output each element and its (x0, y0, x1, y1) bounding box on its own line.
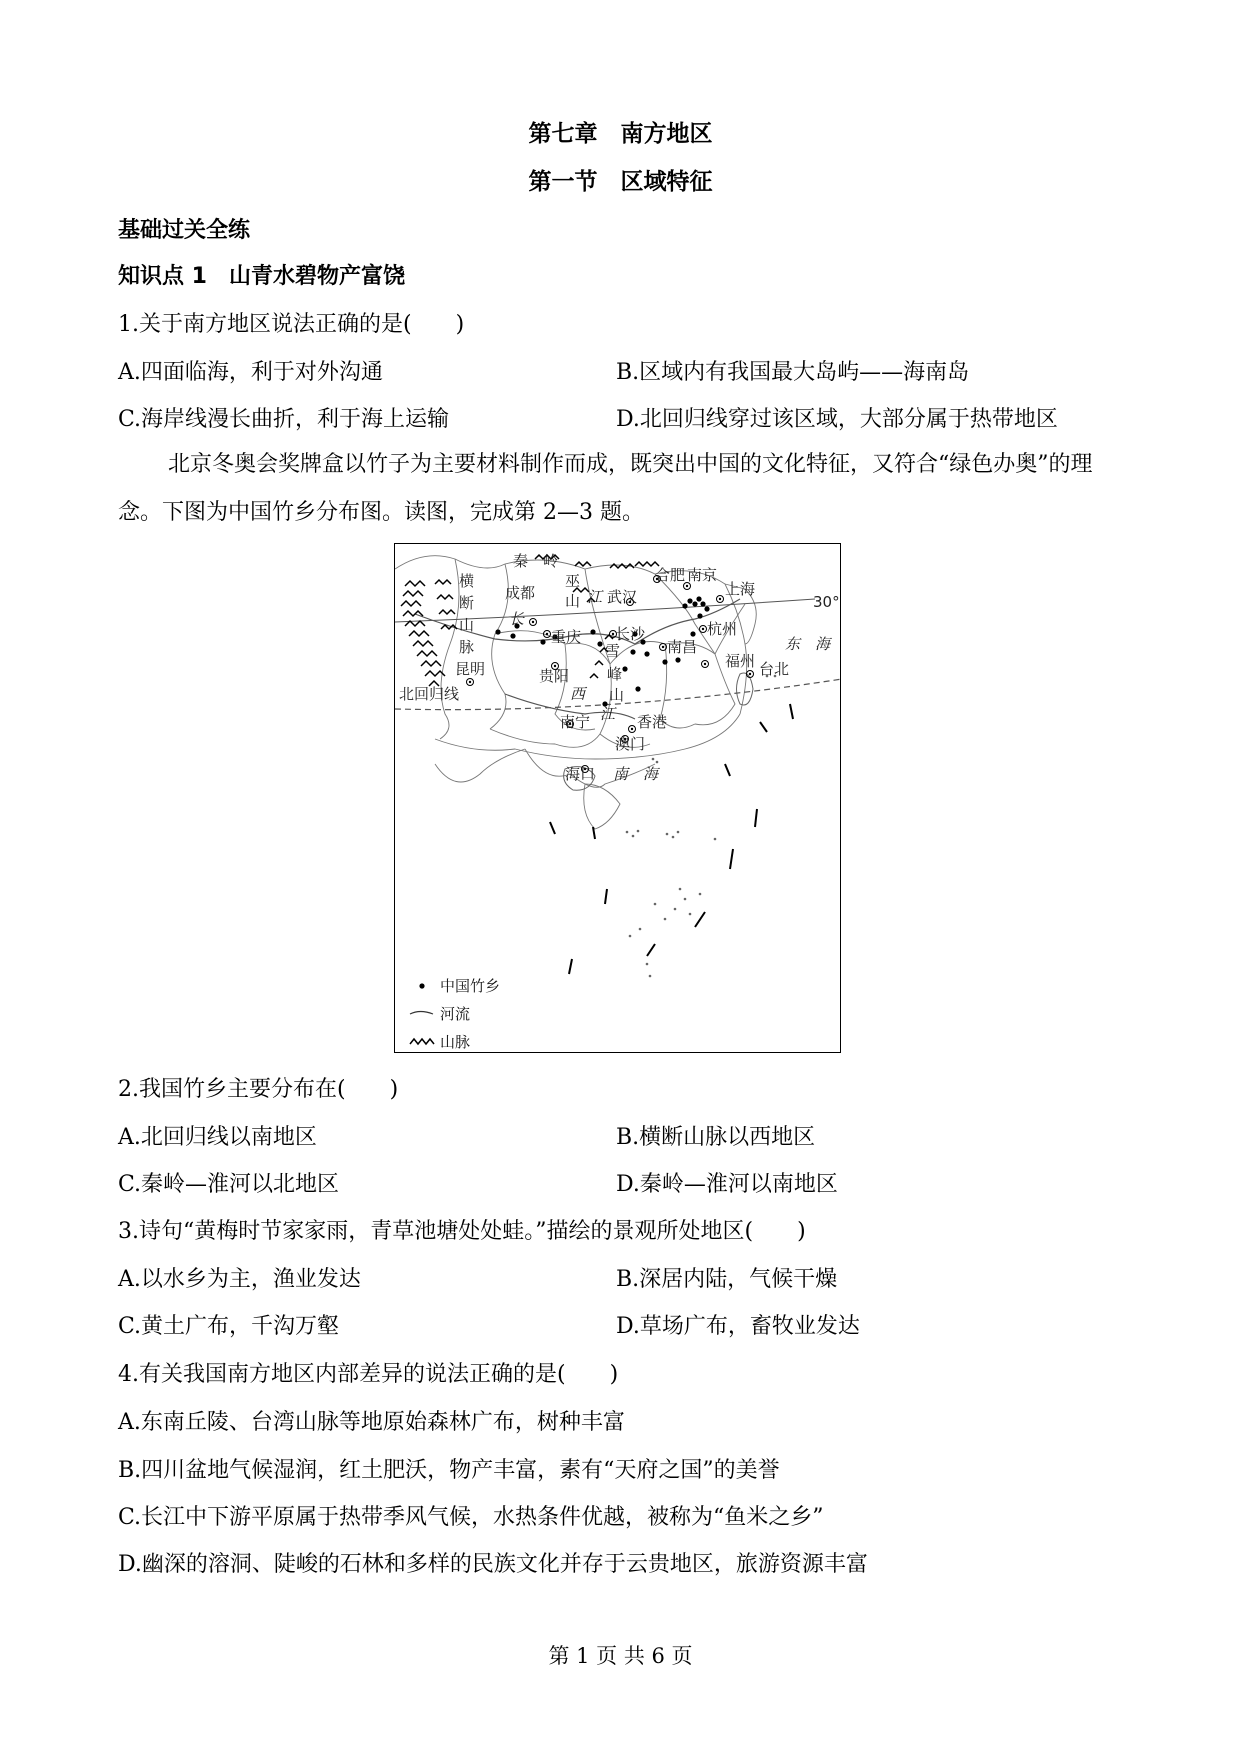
label-nanning: 南宁 (560, 713, 591, 731)
label-hengduan-1: 横 (459, 572, 475, 590)
label-wushan-1: 巫 (565, 572, 581, 590)
label-guiyang: 贵阳 (539, 667, 570, 685)
question-1-stem: 1.关于南方地区说法正确的是( ) (118, 312, 465, 337)
label-qinling: 秦 岭 (513, 552, 559, 570)
question-3-option-c: C.黄土广布，千沟万壑 (118, 1314, 340, 1339)
question-3-option-a: A.以水乡为主，渔业发达 (118, 1267, 361, 1292)
question-4-option-a: A.东南丘陵、台湾山脉等地原始森林广布，树种丰富 (118, 1410, 625, 1435)
question-4-option-d: D.幽深的溶洞、陡峻的石林和多样的民族文化并存于云贵地区，旅游资源丰富 (118, 1552, 868, 1577)
legend-mountain-label: 山脉 (440, 1033, 471, 1051)
label-chengdu: 成都 (505, 584, 536, 602)
label-xuefeng-2: 峰 (607, 665, 623, 683)
legend-mountain-symbol (410, 1039, 434, 1044)
label-hangzhou: 杭州 (707, 620, 738, 638)
question-2-option-c: C.秦岭—淮河以北地区 (118, 1172, 340, 1197)
label-nanhai: 南 海 (613, 765, 659, 783)
label-nanchang: 南昌 (667, 638, 698, 656)
question-2-option-d: D.秦岭—淮河以南地区 (616, 1172, 838, 1197)
bamboo-map-svg (395, 544, 841, 1053)
legend-bamboo-label: 中国竹乡 (440, 977, 501, 995)
label-fuzhou: 福州 (725, 652, 756, 670)
legend-river-label: 河流 (440, 1005, 471, 1023)
label-xuefeng-1: 雪 (605, 642, 621, 660)
question-4-option-b: B.四川盆地气候湿润，红土肥沃，物产丰富，素有“天府之国”的美誉 (118, 1458, 780, 1483)
question-2-stem: 2.我国竹乡主要分布在( ) (118, 1077, 399, 1102)
practice-title: 基础过关全练 (118, 218, 251, 243)
chapter-title: 第七章 南方地区 (528, 121, 713, 147)
label-hengduan-4: 脉 (459, 638, 475, 656)
label-changsha: 长沙 (615, 625, 646, 643)
question-4-stem: 4.有关我国南方地区内部差异的说法正确的是( ) (118, 1362, 619, 1387)
label-nanjing: 南京 (687, 566, 718, 584)
question-3-stem: 3.诗句“黄梅时节家家雨，青草池塘处处蛙。”描绘的景观所处地区( ) (118, 1219, 806, 1244)
label-tropic: 北回归线 (399, 685, 460, 703)
legend-river-symbol (410, 1012, 433, 1015)
label-wuhan: 武汉 (607, 588, 638, 606)
passage-text: 北京冬奥会奖牌盒以竹子为主要材料制作而成，既突出中国的文化特征，又符合“绿色办奥”的理念。下图为中国竹乡分布图。读图，完成第 2—3 题。 (118, 452, 1093, 525)
legend-bamboo-symbol (419, 983, 424, 988)
label-xijiang-2: 江 (600, 705, 616, 723)
label-chongqing: 重庆 (551, 628, 582, 646)
question-3-option-b: B.深居内陆，气候干燥 (616, 1267, 838, 1292)
label-hengduan-3: 山 (459, 616, 475, 634)
question-1-option-b: B.区域内有我国最大岛屿——海南岛 (616, 360, 970, 385)
label-wushan-2: 山 (565, 592, 581, 610)
question-2-option-a: A.北回归线以南地区 (118, 1125, 317, 1150)
label-changjiang-2: 江 (587, 588, 603, 606)
label-changjiang-1: 长 (509, 610, 525, 628)
label-hengduan-2: 断 (459, 594, 475, 612)
bamboo-map-figure (394, 543, 841, 1053)
label-lat-30: 30° (813, 593, 840, 611)
label-xianggang: 香港 (637, 713, 668, 731)
label-xijiang-1: 西 (570, 685, 586, 703)
label-aomen: 澳门 (615, 735, 646, 753)
label-xuefeng-3: 山 (609, 686, 625, 704)
question-4-option-c: C.长江中下游平原属于热带季风气候，水热条件优越，被称为“鱼米之乡” (118, 1505, 824, 1530)
question-1-option-a: A.四面临海，利于对外沟通 (118, 360, 383, 385)
label-taibei: 台北 (759, 660, 790, 678)
question-1-option-d: D.北回归线穿过该区域，大部分属于热带地区 (616, 407, 1058, 432)
knowledge-point-title: 知识点 1 山青水碧物产富饶 (118, 264, 405, 289)
question-1-option-c: C.海岸线漫长曲折，利于海上运输 (118, 407, 450, 432)
question-3-option-d: D.草场广布，畜牧业发达 (616, 1314, 860, 1339)
label-haikou: 海口 (565, 765, 596, 783)
label-shanghai: 上海 (725, 580, 756, 598)
section-title: 第一节 区域特征 (528, 169, 713, 195)
question-2-option-b: B.横断山脉以西地区 (616, 1125, 816, 1150)
label-donghai: 东 海 (785, 635, 831, 653)
label-hefei: 合肥 (655, 566, 686, 584)
page-footer: 第 1 页 共 6 页 (548, 1644, 693, 1668)
label-kunming: 昆明 (455, 660, 486, 678)
